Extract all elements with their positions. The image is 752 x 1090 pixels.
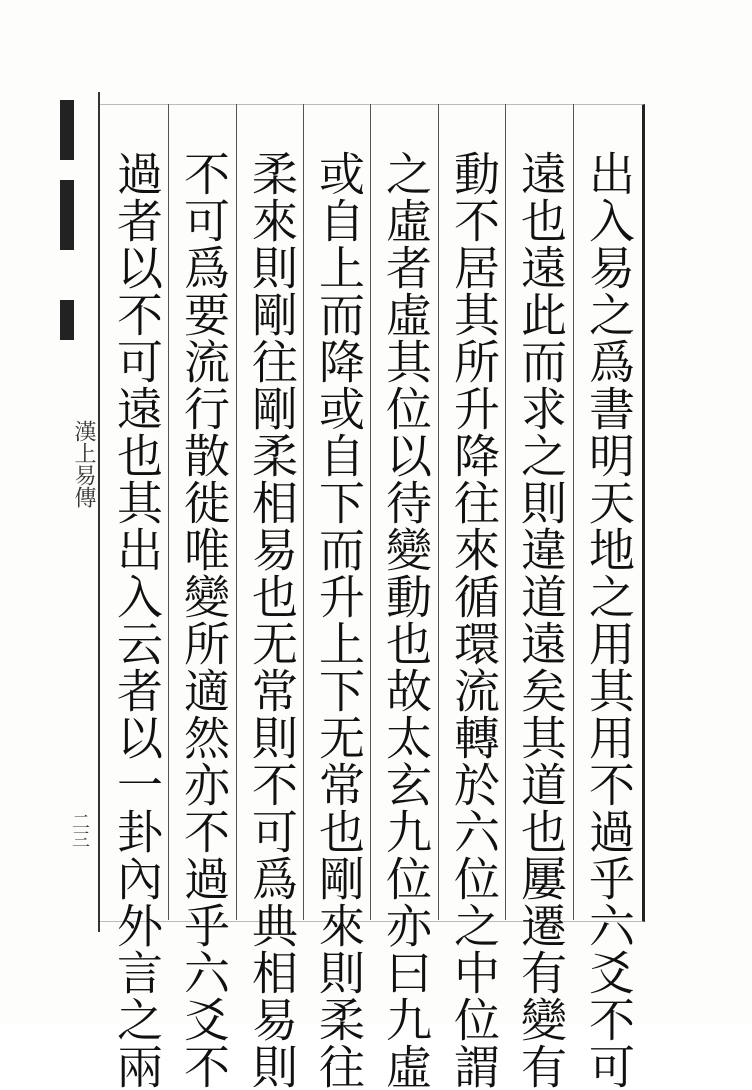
text-column-8: 過者以不可遠也其出入云者以一卦內外言之兩: [110, 150, 164, 1090]
text-column-1: 出入易之爲書明天地之用其用不過乎六爻不可: [582, 150, 636, 1090]
text-column-4: 之虛者虛其位以待變動也故太玄九位亦曰九虛: [379, 150, 433, 1090]
margin-mark: [60, 100, 74, 160]
text-column-3: 動不居其所升降往來循環流轉於六位之中位謂: [447, 150, 501, 1090]
text-column-5: 或自上而降或自下而升上下无常也剛來則柔往: [312, 150, 366, 1090]
column-rule: [236, 104, 237, 920]
margin-mark: [60, 300, 74, 340]
column-rule: [303, 104, 304, 920]
page-number: 二三: [69, 812, 90, 848]
text-column-7: 不可爲要流行散徙唯變所適然亦不過乎六爻不: [177, 150, 231, 1090]
text-column-6: 柔來則剛往剛柔相易也无常則不可爲典相易則: [245, 150, 299, 1090]
column-rule: [573, 104, 574, 920]
margin-mark: [60, 180, 74, 250]
column-rule: [505, 104, 506, 920]
column-rule: [438, 104, 439, 920]
text-column-2: 遠也遠此而求之則違道遠矣其道也屢遷有變有: [514, 150, 568, 1090]
margin-title: 漢上易傳: [71, 420, 96, 508]
column-rule: [168, 104, 169, 920]
column-rule: [370, 104, 371, 920]
